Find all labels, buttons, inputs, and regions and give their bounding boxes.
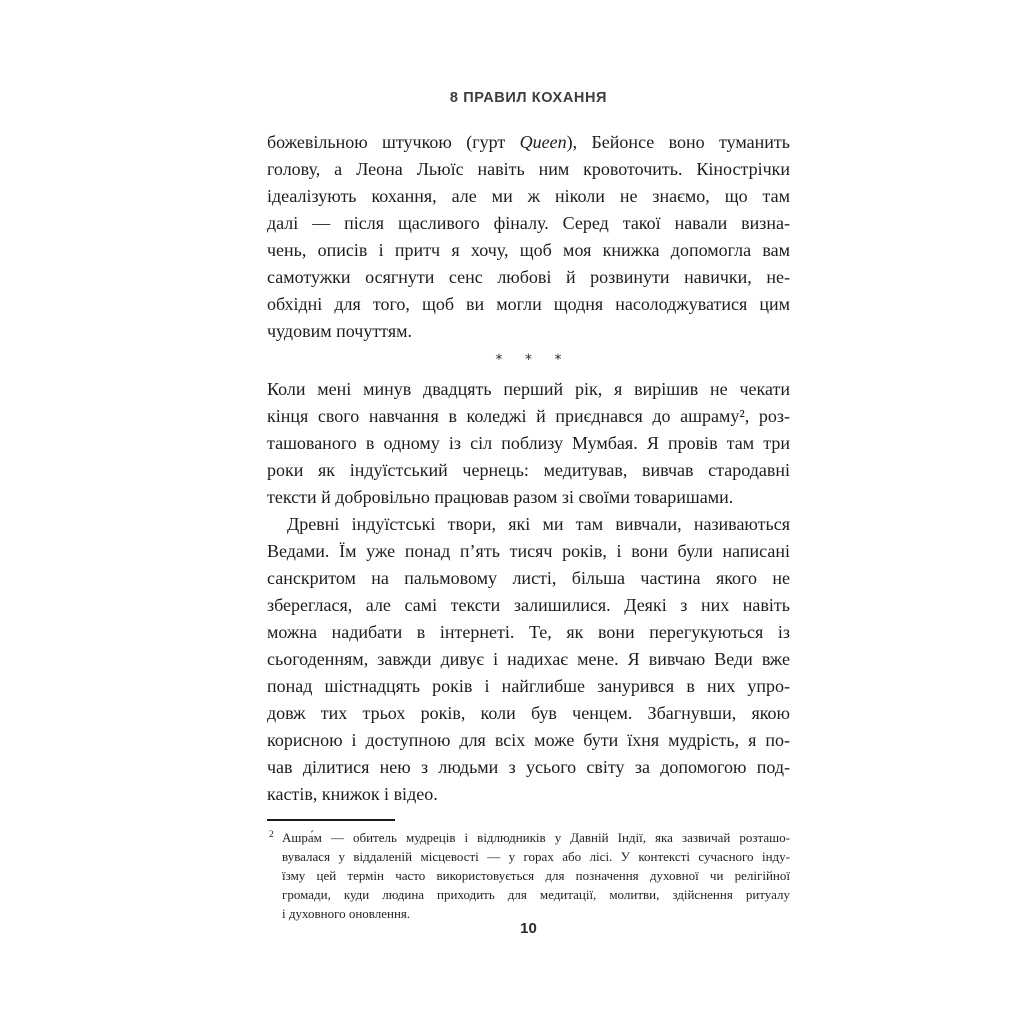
section-break-stars: * * * <box>495 352 571 368</box>
running-head: 8 ПРАВИЛ КОХАННЯ <box>449 90 608 106</box>
footnote-text <box>267 828 790 923</box>
text-line: і духовного оновлення. <box>282 906 411 921</box>
paragraph-vedas <box>267 511 790 808</box>
text-line: збереглася, але самі тексти залишилися. Деякі з них навіть <box>267 595 790 615</box>
text-line: чень, описів і притч я хочу, щоб моя книжка допомогла вам <box>267 240 790 260</box>
text-line: вувалася у віддаленій місцевості — у горах або лісі. У контексті сучасного інду- <box>282 849 790 864</box>
body-text <box>267 129 790 808</box>
text-line: голову, а Леона Льюїс навіть ним кровоточить. Кінострічки <box>267 159 790 179</box>
text-line: кінця свого навчання в коледжі й приєднався до ашраму², роз- <box>267 406 790 426</box>
text-line: сьогоденням, завжди дивує і надихає мене. Я вивчаю Веди вже <box>267 649 790 669</box>
text-line: роки як індуїстський чернець: медитував, вивчав стародавні <box>267 460 790 480</box>
text-line: ташованого в одному із сіл поблизу Мумбая. Я провів там три <box>267 433 790 453</box>
text-line: божевільною штучкою (гурт Queen), Бейонсе воно туманить <box>267 132 790 152</box>
text-line: самотужки осягнути сенс любові й розвинути навички, не- <box>267 267 790 287</box>
page-number: 10 <box>520 920 537 937</box>
text-line: Ведами. Їм уже понад п’ять тисяч років, і вони були написані <box>267 541 790 561</box>
text-line: Ашра́м — обитель мудреців і відлюдників у Давній Індії, яка зазвичай розташо- <box>282 830 790 845</box>
paragraph-ashram <box>267 376 790 511</box>
paragraph-continuation <box>267 129 790 345</box>
text-line: можна надибати в інтернеті. Те, як вони перегукуються із <box>267 622 790 642</box>
footnote <box>267 819 790 923</box>
text-line: далі — після щасливого фіналу. Серед такої навали визна- <box>267 213 790 233</box>
text-line: кастів, книжок і відео. <box>267 784 438 804</box>
text-column <box>267 90 790 923</box>
text-line: Древні індуїстські твори, які ми там вивчали, називаються <box>287 514 790 534</box>
text-line: тексти й добровільно працював разом зі своїми товаришами. <box>267 487 734 507</box>
text-line: Коли мені минув двадцять перший рік, я вирішив не чекати <box>267 379 790 399</box>
text-line: чудовим почуттям. <box>267 321 412 341</box>
text-line: їзму цей термін часто використовується для позначення духовної чи релігійної <box>282 868 790 883</box>
footnote-marker: 2 <box>269 830 274 840</box>
text-line: обхідні для того, щоб ви могли щодня насолоджуватися цим <box>267 294 790 314</box>
footnote-separator-rule <box>267 819 395 821</box>
text-line: громади, куди людина приходить для медитації, молитви, здійснення ритуалу <box>282 887 790 902</box>
text-line: довж тих трьох років, коли був ченцем. Збагнувши, якою <box>267 703 790 723</box>
text-line: понад шістнадцять років і найглибше занурився в них упро- <box>267 676 790 696</box>
text-line: корисною і доступною для всіх може бути їхня мудрість, я по- <box>267 730 790 750</box>
text-line: ідеалізують кохання, але ми ж ніколи не знаємо, що там <box>267 186 790 206</box>
text-line: санскритом на пальмовому листі, більша частина якого не <box>267 568 790 588</box>
footnote-lines <box>282 828 790 923</box>
text-line: чав ділитися нею з людьми з усього світу за допомогою под- <box>267 757 790 777</box>
